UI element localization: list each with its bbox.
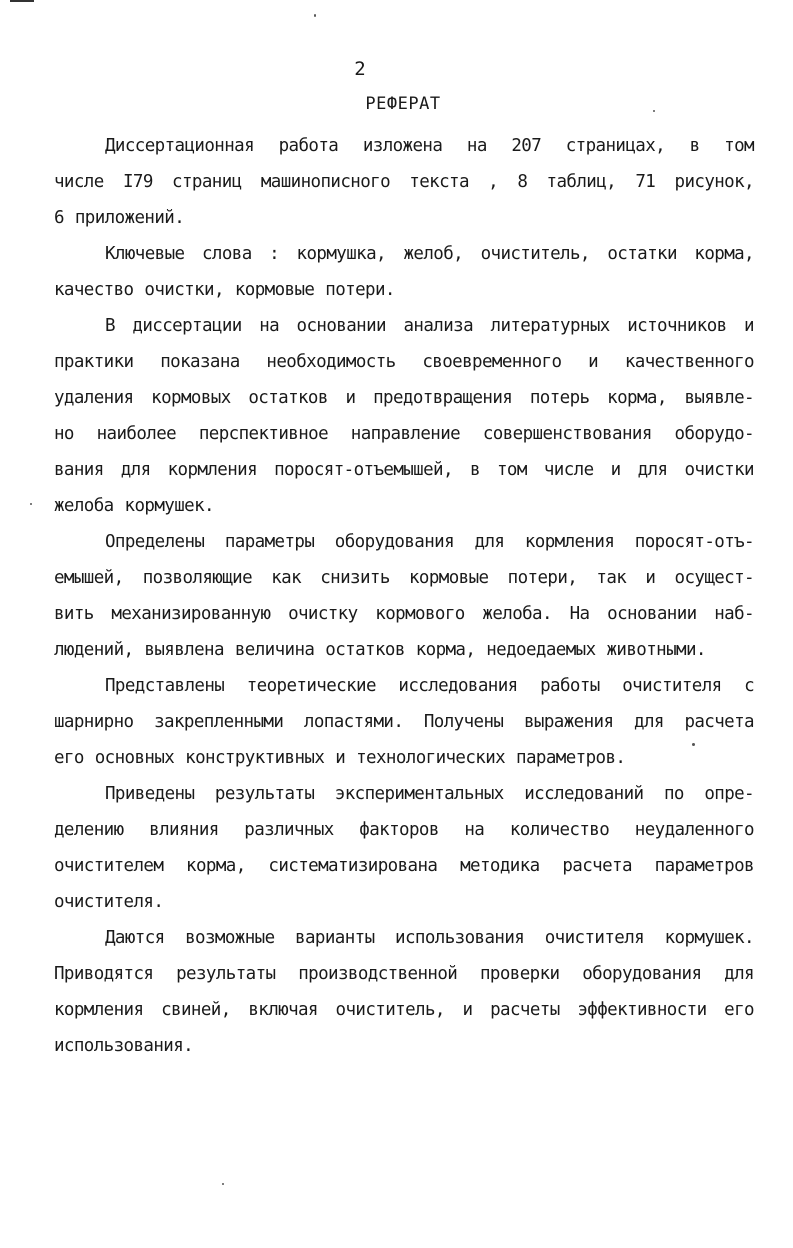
- paragraph-parameters: [54, 524, 754, 668]
- text-line: людений, выявлена величина остатков корма, недоедаемых животными.: [54, 640, 706, 660]
- text-line: удаления кормовых остатков и предотвращения потерь корма, выявле-: [54, 388, 754, 408]
- text-line: Приводятся результаты производственной проверки оборудования для: [54, 964, 754, 984]
- text-line: вания для кормления поросят-отъемышей, в том числе и для очистки: [54, 460, 754, 480]
- text-line: емышей, позволяющие как снизить кормовые потери, так и осущест-: [54, 568, 754, 588]
- scan-corner-mark: [10, 0, 34, 2]
- text-line: делению влияния различных факторов на количество неудаленного: [54, 820, 754, 840]
- paragraph-keywords: [54, 236, 754, 308]
- text-line: желоба кормушек.: [54, 496, 214, 516]
- text-line: Диссертационная работа изложена на 207 страницах, в том: [105, 136, 754, 156]
- text-line: Даются возможные варианты использования очистителя кормушек.: [105, 928, 754, 948]
- paragraph-experiments: [54, 776, 754, 920]
- text-line: 6 приложений.: [54, 208, 185, 228]
- paragraph-theory: [54, 668, 754, 776]
- text-line: вить механизированную очистку кормового желоба. На основании наб-: [54, 604, 754, 624]
- text-line: кормления свиней, включая очиститель, и расчеты эффективности его: [54, 1000, 754, 1020]
- abstract-body: [54, 128, 754, 1064]
- scan-speck: [314, 14, 316, 17]
- text-line: В диссертации на основании анализа литературных источников и: [105, 316, 754, 336]
- text-line: числе I79 страниц машинописного текста , 8 таблиц, 71 рисунок,: [54, 172, 754, 192]
- paragraph-relevance: [54, 308, 754, 524]
- text-line: его основных конструктивных и технологических параметров.: [54, 748, 626, 768]
- scan-speck: [30, 503, 32, 505]
- page-title: РЕФЕРАТ: [365, 94, 441, 114]
- text-line: но наиболее перспективное направление совершенствования оборудо-: [54, 424, 754, 444]
- text-line: Приведены результаты экспериментальных исследований по опре-: [105, 784, 754, 804]
- paragraph-volume: [54, 128, 754, 236]
- text-line: качество очистки, кормовые потери.: [54, 280, 395, 300]
- scan-speck: [222, 1183, 224, 1185]
- scan-speck: [692, 743, 695, 746]
- text-line: Ключевые слова : кормушка, желоб, очиститель, остатки корма,: [105, 244, 754, 264]
- text-line: Определены параметры оборудования для кормления поросят-отъ-: [105, 532, 754, 552]
- text-line: использования.: [54, 1036, 194, 1056]
- page-number: 2: [354, 58, 366, 80]
- text-line: очистителем корма, систематизирована методика расчета параметров: [54, 856, 754, 876]
- text-line: практики показана необходимость своевременного и качественного: [54, 352, 754, 372]
- scan-speck: [653, 110, 655, 112]
- text-line: Представлены теоретические исследования работы очистителя с: [105, 676, 754, 696]
- text-line: шарнирно закрепленными лопастями. Получены выражения для расчета: [54, 712, 754, 732]
- paragraph-application: [54, 920, 754, 1064]
- text-line: очистителя.: [54, 892, 164, 912]
